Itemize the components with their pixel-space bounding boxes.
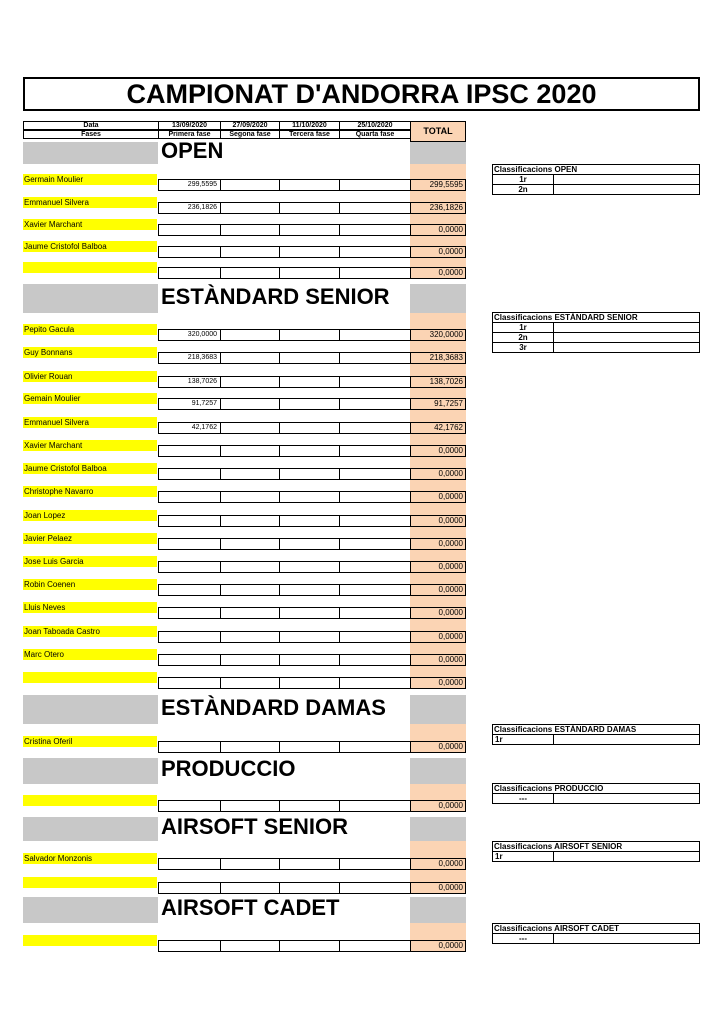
- phase-1-score-cell: [158, 584, 221, 596]
- total-score-cell: 0,0000: [410, 515, 466, 527]
- total-score-cell: 0,0000: [410, 561, 466, 573]
- classification-place: 2n: [492, 332, 554, 343]
- phase-4-score-cell: [339, 940, 411, 952]
- competitor-name: [23, 795, 157, 806]
- phase-3-score-cell: [279, 584, 340, 596]
- section-total-band: [410, 758, 466, 784]
- phase-1-score-cell: [158, 538, 221, 550]
- phase-1-score-cell: 42,1762: [158, 422, 221, 434]
- phase-3-score-cell: [279, 246, 340, 258]
- phase-2-score-cell: [220, 376, 280, 388]
- phase-4-score-cell: [339, 352, 411, 364]
- phase-3-score-cell: [279, 561, 340, 573]
- phase-3-score-cell: [279, 538, 340, 550]
- phase-3-score-cell: [279, 607, 340, 619]
- competitor-name: Xavier Marchant: [23, 440, 157, 451]
- phase-2-score-cell: [220, 858, 280, 870]
- phase-2-score-cell: [220, 445, 280, 457]
- total-score-cell: 0,0000: [410, 800, 466, 812]
- phase-2-score-cell: [220, 179, 280, 191]
- phase-3-score-cell: [279, 422, 340, 434]
- total-score-cell: 0,0000: [410, 445, 466, 457]
- classification-place: 2n: [492, 184, 554, 195]
- competitor-name: Guy Bonnans: [23, 347, 157, 358]
- competitor-name: Emmanuel Silvera: [23, 197, 157, 208]
- phase-3-score-cell: [279, 882, 340, 894]
- competitor-name: Olivier Rouan: [23, 371, 157, 382]
- phase-2-score-cell: [220, 882, 280, 894]
- phase-4-score-cell: [339, 561, 411, 573]
- total-score-cell: 0,0000: [410, 741, 466, 753]
- phase-2-score-cell: [220, 246, 280, 258]
- classification-place: 1r: [492, 174, 554, 185]
- total-score-cell: 0,0000: [410, 607, 466, 619]
- phase-4-score-cell: [339, 741, 411, 753]
- section-band: [23, 817, 158, 841]
- phase-2-score-cell: [220, 202, 280, 214]
- section-band: [23, 695, 158, 724]
- phase-3-score-cell: [279, 445, 340, 457]
- phase-4-score-cell: [339, 654, 411, 666]
- competitor-name: Lluis Neves: [23, 602, 157, 613]
- total-score-cell: 0,0000: [410, 882, 466, 894]
- header-date-2: 27/09/2020: [220, 121, 280, 130]
- total-score-cell: 0,0000: [410, 940, 466, 952]
- phase-1-score-cell: 320,0000: [158, 329, 221, 341]
- phase-4-score-cell: [339, 491, 411, 503]
- phase-3-score-cell: [279, 858, 340, 870]
- section-band: [23, 284, 158, 313]
- phase-2-score-cell: [220, 515, 280, 527]
- total-score-cell: 0,0000: [410, 631, 466, 643]
- phase-1-score-cell: 138,7026: [158, 376, 221, 388]
- total-score-cell: 0,0000: [410, 654, 466, 666]
- classification-place: 3r: [492, 342, 554, 353]
- phase-2-score-cell: [220, 561, 280, 573]
- classification-title: Classificacions PRODUCCIO: [492, 783, 700, 794]
- total-score-cell: 218,3683: [410, 352, 466, 364]
- phase-2-score-cell: [220, 741, 280, 753]
- phase-4-score-cell: [339, 584, 411, 596]
- phase-2-score-cell: [220, 491, 280, 503]
- section-title: OPEN: [161, 138, 224, 163]
- phase-3-score-cell: [279, 224, 340, 236]
- classification-title: Classificacions AIRSOFT SENIOR: [492, 841, 700, 852]
- competitor-name: [23, 877, 157, 888]
- classification-winner-cell: [553, 342, 700, 353]
- phase-1-score-cell: [158, 445, 221, 457]
- section-title: ESTÀNDARD SENIOR: [161, 283, 390, 309]
- phase-1-score-cell: [158, 561, 221, 573]
- phase-1-score-cell: [158, 246, 221, 258]
- classification-title: Classificacions AIRSOFT CADET: [492, 923, 700, 934]
- phase-3-score-cell: [279, 800, 340, 812]
- phase-4-score-cell: [339, 422, 411, 434]
- phase-4-score-cell: [339, 677, 411, 689]
- total-score-cell: 0,0000: [410, 858, 466, 870]
- phase-1-score-cell: [158, 882, 221, 894]
- total-score-cell: 0,0000: [410, 267, 466, 279]
- phase-4-score-cell: [339, 800, 411, 812]
- section-title: ESTÀNDARD DAMAS: [161, 694, 386, 720]
- phase-4-score-cell: [339, 607, 411, 619]
- phase-4-score-cell: [339, 246, 411, 258]
- phase-4-score-cell: [339, 224, 411, 236]
- phase-4-score-cell: [339, 631, 411, 643]
- total-score-cell: 138,7026: [410, 376, 466, 388]
- phase-1-score-cell: [158, 654, 221, 666]
- section-band: [23, 897, 158, 923]
- header-phase-1: Primera fase: [158, 130, 221, 139]
- competitor-name: Jaume Cristofol Balboa: [23, 241, 157, 252]
- competitor-name: Javier Pelaez: [23, 533, 157, 544]
- phase-3-score-cell: [279, 677, 340, 689]
- phase-1-score-cell: [158, 940, 221, 952]
- phase-2-score-cell: [220, 631, 280, 643]
- section-title: PRODUCCIO: [161, 756, 296, 781]
- phase-3-score-cell: [279, 352, 340, 364]
- phase-2-score-cell: [220, 940, 280, 952]
- competitor-name: [23, 262, 157, 273]
- total-score-cell: 0,0000: [410, 224, 466, 236]
- total-score-cell: 0,0000: [410, 468, 466, 480]
- phase-1-score-cell: [158, 267, 221, 279]
- total-score-cell: 42,1762: [410, 422, 466, 434]
- competitor-name: Joan Lopez: [23, 510, 157, 521]
- phase-4-score-cell: [339, 267, 411, 279]
- total-score-cell: 0,0000: [410, 677, 466, 689]
- competitor-name: Joan Taboada Castro: [23, 626, 157, 637]
- phase-2-score-cell: [220, 398, 280, 410]
- phase-4-score-cell: [339, 538, 411, 550]
- competitor-name: Gemain Moulier: [23, 393, 157, 404]
- phase-1-score-cell: 236,1826: [158, 202, 221, 214]
- classification-winner-cell: [553, 184, 700, 195]
- phase-2-score-cell: [220, 468, 280, 480]
- classification-winner-cell: [553, 933, 700, 944]
- classification-place: 1r: [492, 322, 554, 333]
- phase-4-score-cell: [339, 515, 411, 527]
- phase-2-score-cell: [220, 224, 280, 236]
- total-score-cell: 320,0000: [410, 329, 466, 341]
- phase-3-score-cell: [279, 741, 340, 753]
- competitor-name: Salvador Monzonis: [23, 853, 157, 864]
- classification-title: Classificacions OPEN: [492, 164, 700, 175]
- phase-2-score-cell: [220, 329, 280, 341]
- total-score-cell: 0,0000: [410, 538, 466, 550]
- phase-3-score-cell: [279, 491, 340, 503]
- phase-3-score-cell: [279, 376, 340, 388]
- phase-2-score-cell: [220, 538, 280, 550]
- classification-title: Classificacions ESTÀNDARD SENIOR: [492, 312, 700, 323]
- header-date-3: 11/10/2020: [279, 121, 340, 130]
- competitor-name: Jaume Cristofol Balboa: [23, 463, 157, 474]
- phase-4-score-cell: [339, 376, 411, 388]
- header-fases-label: Fases: [23, 130, 159, 139]
- header-data-label: Data: [23, 121, 159, 130]
- total-score-cell: 236,1826: [410, 202, 466, 214]
- phase-3-score-cell: [279, 940, 340, 952]
- competitor-name: Xavier Marchant: [23, 219, 157, 230]
- phase-3-score-cell: [279, 179, 340, 191]
- phase-3-score-cell: [279, 654, 340, 666]
- phase-2-score-cell: [220, 800, 280, 812]
- phase-4-score-cell: [339, 202, 411, 214]
- phase-3-score-cell: [279, 398, 340, 410]
- phase-4-score-cell: [339, 445, 411, 457]
- phase-2-score-cell: [220, 677, 280, 689]
- header-phase-2: Segona fase: [220, 130, 280, 139]
- phase-2-score-cell: [220, 654, 280, 666]
- section-total-band: [410, 897, 466, 923]
- phase-4-score-cell: [339, 468, 411, 480]
- phase-3-score-cell: [279, 329, 340, 341]
- classification-winner-cell: [553, 851, 700, 862]
- classification-winner-cell: [553, 793, 700, 804]
- phase-3-score-cell: [279, 515, 340, 527]
- section-total-band: [410, 695, 466, 724]
- competitor-name: Cristina Oferil: [23, 736, 157, 747]
- total-score-cell: 0,0000: [410, 491, 466, 503]
- classification-title: Classificacions ESTÀNDARD DAMAS: [492, 724, 700, 735]
- total-score-cell: 0,0000: [410, 584, 466, 596]
- competitor-name: Jose Luis Garcia: [23, 556, 157, 567]
- phase-3-score-cell: [279, 202, 340, 214]
- phase-2-score-cell: [220, 584, 280, 596]
- phase-3-score-cell: [279, 267, 340, 279]
- phase-4-score-cell: [339, 858, 411, 870]
- competitor-name: Marc Otero: [23, 649, 157, 660]
- competitor-name: Emmanuel Silvera: [23, 417, 157, 428]
- phase-2-score-cell: [220, 607, 280, 619]
- phase-1-score-cell: [158, 491, 221, 503]
- phase-1-score-cell: [158, 224, 221, 236]
- total-score-cell: 299,5595: [410, 179, 466, 191]
- phase-1-score-cell: [158, 858, 221, 870]
- phase-2-score-cell: [220, 422, 280, 434]
- phase-2-score-cell: [220, 352, 280, 364]
- classification-place: 1r: [492, 851, 554, 862]
- phase-1-score-cell: [158, 631, 221, 643]
- classification-winner-cell: [553, 734, 700, 745]
- competitor-name: Pepito Gacula: [23, 324, 157, 335]
- competitor-name: Christophe Navarro: [23, 486, 157, 497]
- section-total-band: [410, 817, 466, 841]
- page-title: CAMPIONAT D'ANDORRA IPSC 2020: [23, 77, 700, 111]
- header-date-4: 25/10/2020: [339, 121, 411, 130]
- phase-1-score-cell: [158, 515, 221, 527]
- section-total-band: [410, 284, 466, 313]
- header-phase-4: Quarta fase: [339, 130, 411, 139]
- phase-1-score-cell: [158, 468, 221, 480]
- phase-4-score-cell: [339, 179, 411, 191]
- phase-4-score-cell: [339, 882, 411, 894]
- total-score-cell: 0,0000: [410, 246, 466, 258]
- section-title: AIRSOFT SENIOR: [161, 814, 349, 839]
- classification-place: ---: [492, 793, 554, 804]
- competitor-name: Germain Moulier: [23, 174, 157, 185]
- phase-1-score-cell: 91,7257: [158, 398, 221, 410]
- phase-1-score-cell: [158, 607, 221, 619]
- competitor-name: Robin Coenen: [23, 579, 157, 590]
- header-date-1: 13/09/2020: [158, 121, 221, 130]
- phase-1-score-cell: [158, 800, 221, 812]
- header-total-label: TOTAL: [410, 121, 466, 142]
- phase-1-score-cell: [158, 741, 221, 753]
- phase-4-score-cell: [339, 329, 411, 341]
- phase-1-score-cell: 299,5595: [158, 179, 221, 191]
- classification-place: 1r: [492, 734, 554, 745]
- phase-1-score-cell: [158, 677, 221, 689]
- phase-4-score-cell: [339, 398, 411, 410]
- section-title: AIRSOFT CADET: [161, 895, 340, 920]
- total-score-cell: 91,7257: [410, 398, 466, 410]
- section-band: [23, 758, 158, 784]
- phase-2-score-cell: [220, 267, 280, 279]
- competitor-name: [23, 672, 157, 683]
- phase-3-score-cell: [279, 631, 340, 643]
- phase-3-score-cell: [279, 468, 340, 480]
- competitor-name: [23, 935, 157, 946]
- section-band: [23, 142, 158, 164]
- section-total-band: [410, 142, 466, 164]
- phase-1-score-cell: 218,3683: [158, 352, 221, 364]
- header-phase-3: Tercera fase: [279, 130, 340, 139]
- classification-place: ---: [492, 933, 554, 944]
